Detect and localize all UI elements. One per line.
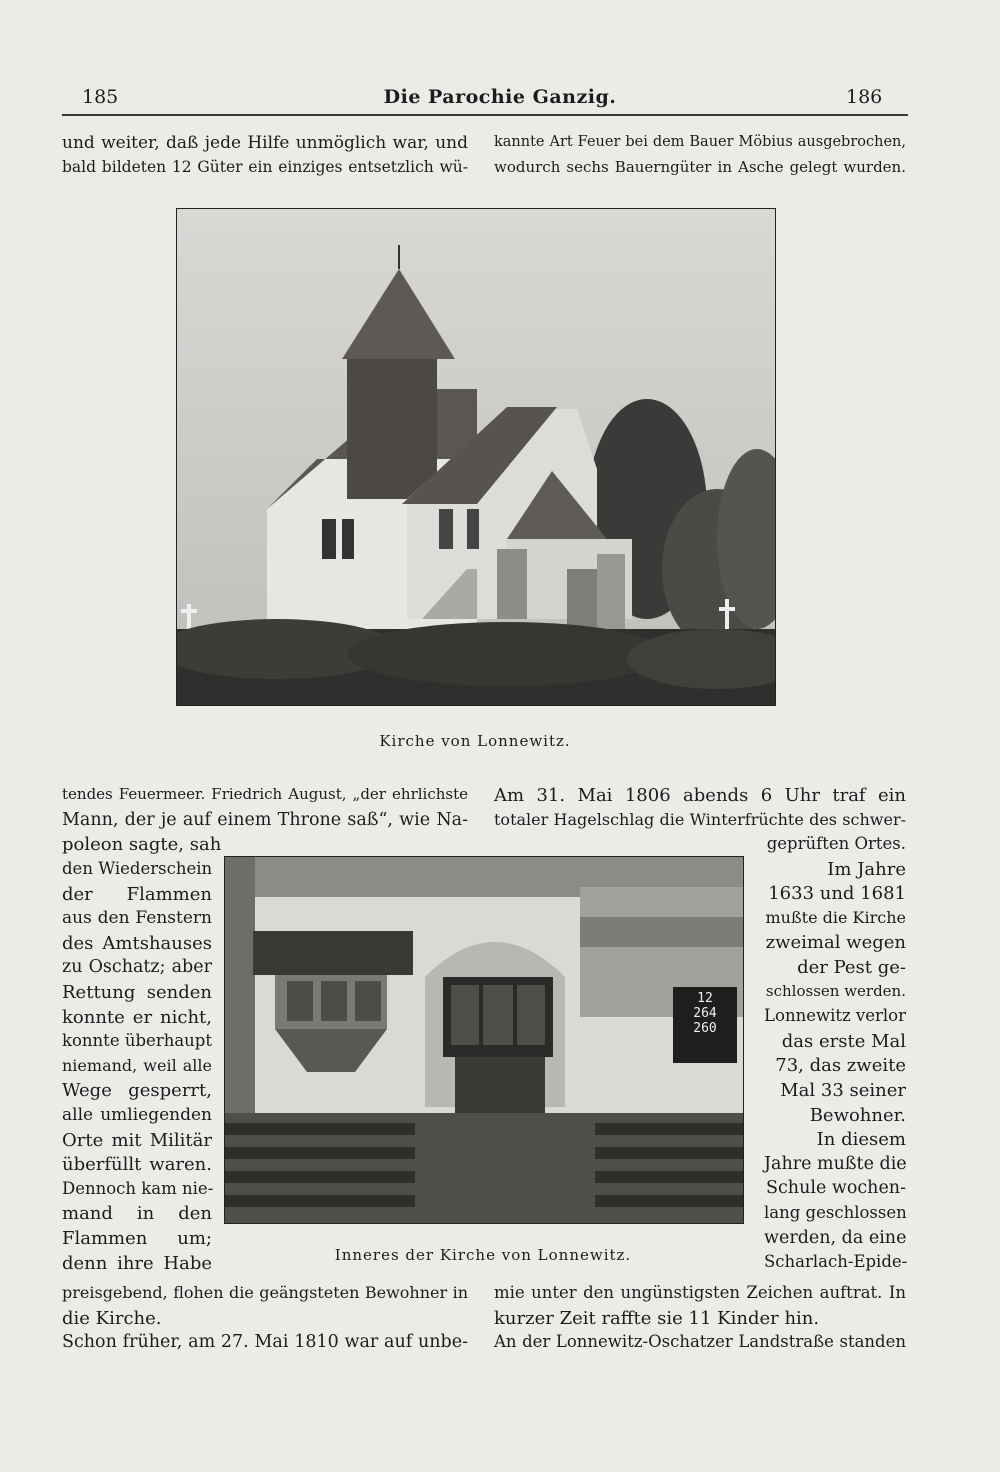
text-line: Bewohner. xyxy=(809,1104,906,1126)
church-interior-photo xyxy=(224,856,744,1224)
text-line: mand in den xyxy=(62,1203,212,1225)
text-line: kurzer Zeit raffte sie 11 Kinder hin. xyxy=(494,1307,820,1329)
hymn-board xyxy=(673,991,737,1036)
text-line: mie unter den ungünstigsten Zeichen auftrat. In xyxy=(494,1283,906,1302)
text-line: alle umliegenden xyxy=(62,1105,212,1125)
text-line: Schule wochen- xyxy=(766,1178,906,1199)
text-line: 73, das zweite xyxy=(775,1055,906,1077)
text-line: In diesem xyxy=(816,1129,906,1151)
text-line: konnte überhaupt xyxy=(62,1031,212,1051)
text-line: poleon sagte, sah xyxy=(62,834,222,856)
text-line: preisgebend, flohen die geängsteten Bewohner in xyxy=(62,1283,468,1302)
figure-caption-exterior: Kirche von Lonnewitz. xyxy=(379,732,571,750)
text-line: das erste Mal xyxy=(781,1030,906,1052)
text-line: und weiter, daß jede Hilfe unmöglich war, und xyxy=(62,133,468,153)
text-line: Dennoch kam nie- xyxy=(62,1178,214,1198)
text-line: aus den Fenstern xyxy=(62,908,212,929)
text-line: zweimal wegen xyxy=(765,932,906,954)
text-line: Flammen um; xyxy=(62,1228,212,1249)
text-line: Scharlach-Epide- xyxy=(764,1252,908,1272)
text-line: der Flammen xyxy=(62,883,212,905)
text-line: Jahre mußte die xyxy=(764,1153,907,1174)
text-line: bald bildeten 12 Güter ein einziges entsetzlich wü- xyxy=(62,157,468,176)
text-line: geprüften Ortes. xyxy=(766,834,906,853)
text-line: niemand, weil alle xyxy=(62,1055,212,1075)
text-line: des Amtshauses xyxy=(62,932,212,954)
text-line: wodurch sechs Bauerngüter in Asche gelegt wurden. xyxy=(494,157,906,176)
hymn-number: 264 xyxy=(693,1006,717,1021)
text-line: denn ihre Habe xyxy=(62,1252,212,1274)
running-title: Die Parochie Ganzig. xyxy=(383,86,617,108)
page-number-right: 186 xyxy=(846,86,883,108)
page-number-left: 185 xyxy=(82,86,119,108)
text-line: mußte die Kirche xyxy=(765,907,906,927)
hymn-number: 260 xyxy=(693,1021,717,1036)
text-line: die Kirche. xyxy=(62,1307,162,1329)
figure-caption-interior: Inneres der Kirche von Lonnewitz. xyxy=(334,1246,632,1264)
text-line: tendes Feuermeer. Friedrich August, „der ehrlichste xyxy=(62,785,468,803)
text-line: Orte mit Militär xyxy=(62,1129,212,1151)
text-line: schlossen werden. xyxy=(765,981,906,1000)
text-line: lang geschlossen xyxy=(764,1203,907,1222)
text-line: Mann, der je auf einem Throne saß“, wie Na- xyxy=(62,809,468,830)
hymn-number: 12 xyxy=(697,991,713,1006)
text-line: Im Jahre xyxy=(827,858,906,880)
text-line: überfüllt waren. xyxy=(62,1154,212,1176)
church-exterior-photo xyxy=(176,208,776,706)
text-line: totaler Hagelschlag die Winterfrüchte des schwer- xyxy=(494,809,906,829)
text-line: Lonnewitz verlor xyxy=(764,1006,906,1026)
text-line: kannte Art Feuer bei dem Bauer Möbius ausgebrochen, xyxy=(494,134,906,150)
text-line: An der Lonnewitz-Oschatzer Landstraße standen xyxy=(494,1332,906,1352)
text-line: Am 31. Mai 1806 abends 6 Uhr traf ein xyxy=(494,785,906,806)
text-line: Rettung senden xyxy=(62,982,212,1003)
text-line: konnte er nicht, xyxy=(62,1006,212,1028)
text-line: den Wiederschein xyxy=(62,859,213,878)
text-line: Schon früher, am 27. Mai 1810 war auf unbe- xyxy=(62,1332,468,1353)
text-line: zu Oschatz; aber xyxy=(62,957,212,978)
text-line: der Pest ge- xyxy=(797,957,906,978)
church-interior-illustration xyxy=(225,857,743,1223)
text-line: 1633 und 1681 xyxy=(768,883,906,905)
text-line: werden, da eine xyxy=(764,1227,907,1248)
text-line: Mal 33 seiner xyxy=(780,1080,906,1101)
text-line: Wege gesperrt, xyxy=(62,1080,212,1102)
church-exterior-illustration xyxy=(177,209,775,705)
header-rule xyxy=(62,114,908,116)
